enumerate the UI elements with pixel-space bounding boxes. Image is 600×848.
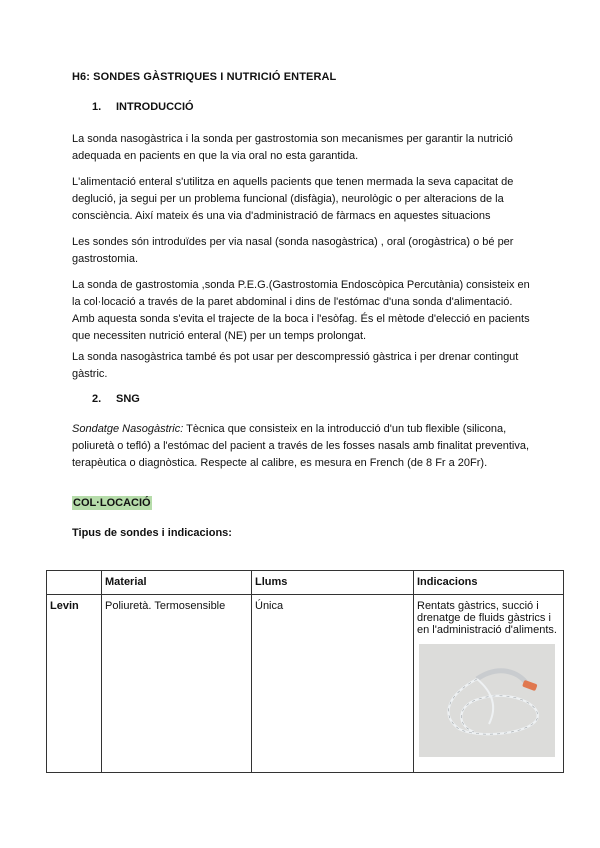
header-cell-llums: Llums <box>252 571 414 595</box>
table-caption: Tipus de sondes i indicacions: <box>72 527 232 539</box>
intro-paragraph-2: L'alimentació enteral s'utilitza en aquells pacients que tenen mermada la seva capacitat de deglució, ja segui per un problema funcional (disfàgia), neurològic o per alteracions de la consciència. Així mateix és una via d'administració de fàrmacs en aquestes situacions <box>72 176 514 222</box>
table-row <box>47 595 564 773</box>
tube-types-table <box>46 570 564 773</box>
header-cell-empty <box>47 571 102 595</box>
sng-definition-paragraph <box>72 421 537 472</box>
section-number: 1. <box>92 101 102 113</box>
sng-definition: Tècnica que consisteix en la introducció d'un tub flexible (silicona, poliuretà o tefló) a l'estómac del pacient a través de les fosses nasals amb finalitat preventiva, terapèutica o diagnòstica. Respecte al calibre, es mesura en French (de 8 Fr a 20Fr). <box>72 423 530 469</box>
section-heading-introduccio <box>92 101 194 113</box>
intro-paragraph-1: La sonda nasogàstrica i la sonda per gastrostomia son mecanismes per garantir la nutrició adequada en pacients en que la via oral no esta garantida. <box>72 133 513 162</box>
section-heading-sng <box>92 393 140 405</box>
cell-indicacions <box>414 595 564 773</box>
indicacions-text: Rentats gàstrics, succió i drenatge de fluids gàstrics i en l'administració d'aliments. <box>417 600 557 636</box>
cell-tube-name: Levin <box>47 595 102 773</box>
nasogastric-tube-image <box>419 644 555 757</box>
section-title: SNG <box>116 393 140 405</box>
document-title: H6: SONDES GÀSTRIQUES I NUTRICIÓ ENTERAL <box>72 71 337 83</box>
intro-paragraph-4: La sonda de gastrostomia ,sonda P.E.G.(Gastrostomia Endoscòpica Percutània) consisteix en la col·locació a través de la paret abdominal i dins de l'estómac d'una sonda d'alimentació. Amb aquesta sonda s'evita el trajecte de la boca i l'esòfag. És el mètode d'elecció en pacients que necessiten nutrició enteral (NE) per un temps prolongat. <box>72 279 530 342</box>
intro-paragraph-3: Les sondes són introduïdes per via nasal (sonda nasogàstrica) , oral (orogàstrica) o bé per gastrostomia. <box>72 236 514 265</box>
intro-paragraph-5: La sonda nasogàstrica també és pot usar per descompressió gàstrica i per drenar contingut gàstric. <box>72 351 519 380</box>
cell-material: Poliuretà. Termosensible <box>102 595 252 773</box>
section-number: 2. <box>92 393 102 405</box>
header-cell-indicacions: Indicacions <box>414 571 564 595</box>
section-title: INTRODUCCIÓ <box>116 101 194 113</box>
highlighted-heading-collocacio: COL·LOCACIÓ <box>73 497 151 509</box>
header-cell-material: Material <box>102 571 252 595</box>
cell-llums: Única <box>252 595 414 773</box>
tube-illustration-icon <box>419 644 555 757</box>
sng-term: Sondatge Nasogàstric: <box>72 423 184 435</box>
table-header-row <box>47 571 564 595</box>
